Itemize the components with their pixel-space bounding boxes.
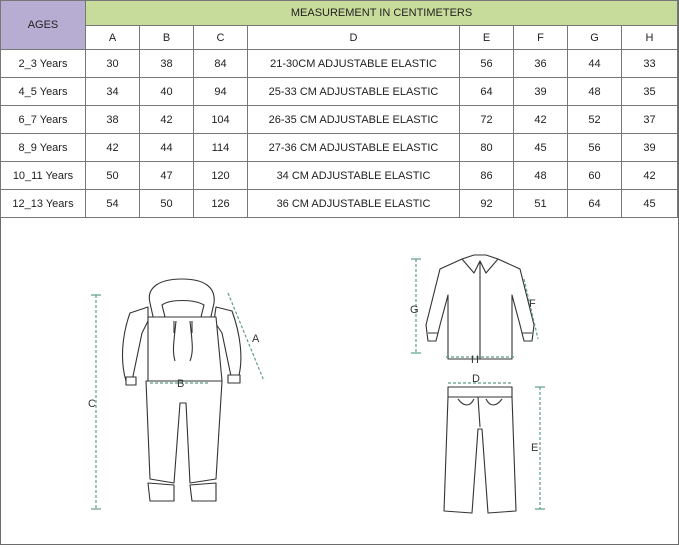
value-f-cell: 36 xyxy=(514,50,568,78)
table-row xyxy=(1,106,678,134)
value-b-cell: 38 xyxy=(140,50,194,78)
value-c-cell: 84 xyxy=(194,50,248,78)
value-b-cell: 44 xyxy=(140,134,194,162)
value-c-cell: 104 xyxy=(194,106,248,134)
value-e-cell: 56 xyxy=(460,50,514,78)
column-header-d: D xyxy=(248,26,460,50)
value-h-cell: 35 xyxy=(622,78,678,106)
column-header-a: A xyxy=(86,26,140,50)
table-row xyxy=(1,50,678,78)
value-a-cell: 38 xyxy=(86,106,140,134)
age-cell: 10_11 Years xyxy=(1,162,86,190)
value-e-cell: 64 xyxy=(460,78,514,106)
column-header-h: H xyxy=(622,26,678,50)
label-b: B xyxy=(177,378,185,390)
label-e: E xyxy=(531,442,539,454)
value-e-cell: 80 xyxy=(460,134,514,162)
age-cell: 2_3 Years xyxy=(1,50,86,78)
value-d-cell: 34 CM ADJUSTABLE ELASTIC xyxy=(248,162,460,190)
ages-header: AGES xyxy=(1,1,86,50)
label-d: D xyxy=(472,373,480,385)
label-f: F xyxy=(529,298,536,310)
value-g-cell: 48 xyxy=(568,78,622,106)
value-h-cell: 37 xyxy=(622,106,678,134)
value-f-cell: 45 xyxy=(514,134,568,162)
table-row xyxy=(1,78,678,106)
value-h-cell: 33 xyxy=(622,50,678,78)
value-e-cell: 92 xyxy=(460,190,514,218)
size-chart-table xyxy=(0,0,678,218)
value-g-cell: 60 xyxy=(568,162,622,190)
age-cell: 8_9 Years xyxy=(1,134,86,162)
value-a-cell: 42 xyxy=(86,134,140,162)
value-a-cell: 54 xyxy=(86,190,140,218)
value-a-cell: 50 xyxy=(86,162,140,190)
value-f-cell: 42 xyxy=(514,106,568,134)
value-c-cell: 114 xyxy=(194,134,248,162)
hooded-onesie-icon xyxy=(123,279,241,501)
table-row xyxy=(1,134,678,162)
value-g-cell: 64 xyxy=(568,190,622,218)
value-d-cell: 27-36 CM ADJUSTABLE ELASTIC xyxy=(248,134,460,162)
value-d-cell: 26-35 CM ADJUSTABLE ELASTIC xyxy=(248,106,460,134)
value-d-cell: 21-30CM ADJUSTABLE ELASTIC xyxy=(248,50,460,78)
garment-illustration-panel xyxy=(0,221,677,543)
column-header-g: G xyxy=(568,26,622,50)
value-c-cell: 126 xyxy=(194,190,248,218)
value-h-cell: 45 xyxy=(622,190,678,218)
value-a-cell: 30 xyxy=(86,50,140,78)
age-cell: 12_13 Years xyxy=(1,190,86,218)
value-b-cell: 40 xyxy=(140,78,194,106)
label-h: H xyxy=(471,354,479,366)
value-c-cell: 94 xyxy=(194,78,248,106)
value-h-cell: 39 xyxy=(622,134,678,162)
garment-diagram-svg xyxy=(0,221,677,543)
value-b-cell: 47 xyxy=(140,162,194,190)
label-c: C xyxy=(88,398,96,410)
column-header-e: E xyxy=(460,26,514,50)
value-b-cell: 42 xyxy=(140,106,194,134)
value-d-cell: 36 CM ADJUSTABLE ELASTIC xyxy=(248,190,460,218)
trousers-icon xyxy=(444,387,516,513)
shirt-icon xyxy=(426,255,534,359)
value-e-cell: 72 xyxy=(460,106,514,134)
value-e-cell: 86 xyxy=(460,162,514,190)
value-f-cell: 51 xyxy=(514,190,568,218)
age-cell: 6_7 Years xyxy=(1,106,86,134)
value-g-cell: 52 xyxy=(568,106,622,134)
value-f-cell: 39 xyxy=(514,78,568,106)
column-header-f: F xyxy=(514,26,568,50)
value-c-cell: 120 xyxy=(194,162,248,190)
table-row xyxy=(1,190,678,218)
value-f-cell: 48 xyxy=(514,162,568,190)
value-a-cell: 34 xyxy=(86,78,140,106)
column-header-c: C xyxy=(194,26,248,50)
value-b-cell: 50 xyxy=(140,190,194,218)
label-a: A xyxy=(252,333,260,345)
label-g: G xyxy=(410,304,419,316)
value-g-cell: 44 xyxy=(568,50,622,78)
column-letters-row xyxy=(1,26,678,50)
value-g-cell: 56 xyxy=(568,134,622,162)
value-d-cell: 25-33 CM ADJUSTABLE ELASTIC xyxy=(248,78,460,106)
table-row xyxy=(1,162,678,190)
age-cell: 4_5 Years xyxy=(1,78,86,106)
column-header-b: B xyxy=(140,26,194,50)
value-h-cell: 42 xyxy=(622,162,678,190)
measurement-header: MEASUREMENT IN CENTIMETERS xyxy=(86,1,678,26)
